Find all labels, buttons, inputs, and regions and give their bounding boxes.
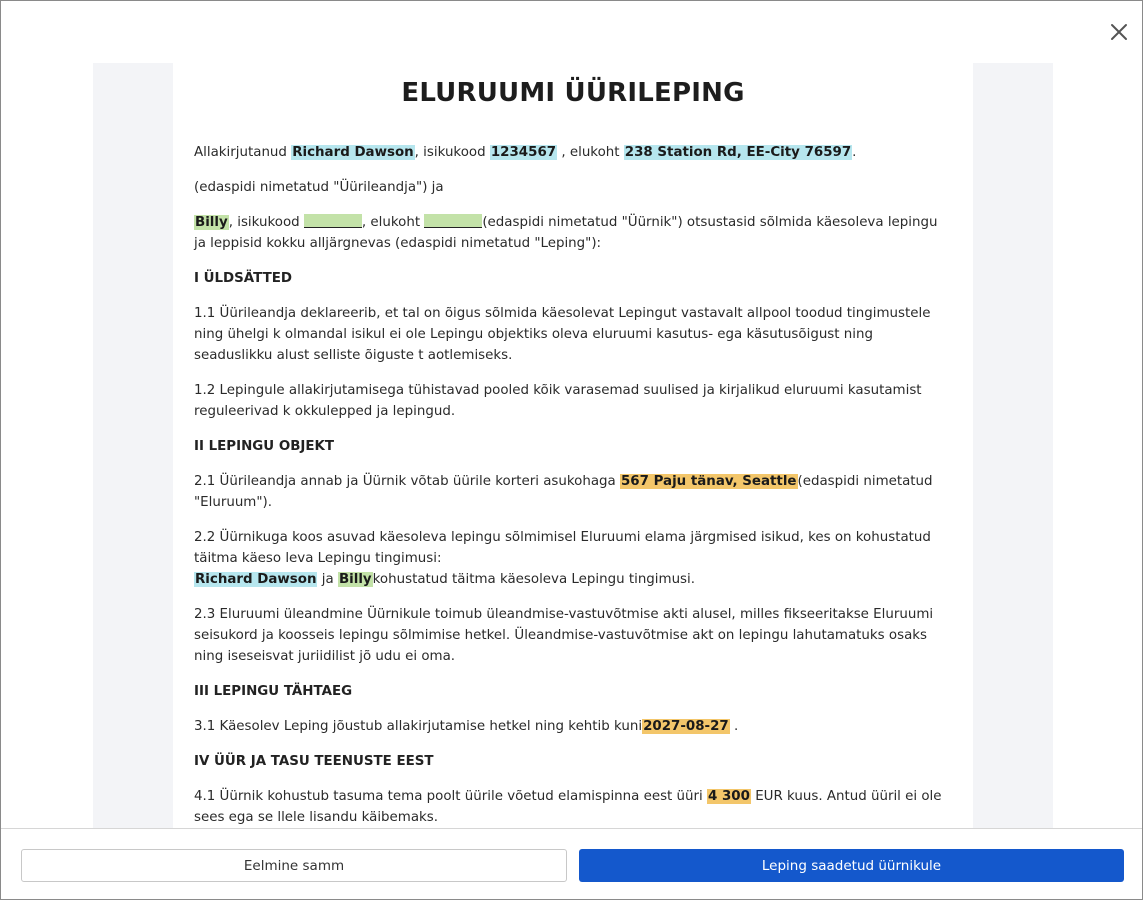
close-icon <box>1108 21 1130 43</box>
tenant-paragraph: Billy, isikukood , elukoht (edaspidi nimetatud "Üürnik") otsustasid sõlmida käesoleva lepingu ja leppisid kokku alljärgnevas (edaspidi nimetatud "Leping"): <box>194 215 938 251</box>
clause-1-2: 1.2 Lepingule allakirjutamisega tühistavad pooled kõik varasemad suulised ja kirjalikud eluruumi kasutamist reguleerivad k okkulepped ja lepingud. <box>194 383 922 419</box>
section-title: IV ÜÜR JA TASU TEENUSTE EEST <box>194 754 434 769</box>
document-viewer[interactable] <box>93 63 1053 828</box>
clause-2-2: 2.2 Üürnikuga koos asuvad käesoleva lepingu sõlmimisel Eluruumi elama järgmised isikud, kes on kohustatud täitma käeso leva Lepingu tingimusi: Richard Dawson ja Billykohustatud täitma käesoleva Lepingu tingimusi. <box>194 530 931 587</box>
document-page <box>173 63 973 828</box>
landlord-id-field: 1234567 <box>490 145 557 160</box>
close-button[interactable] <box>1108 21 1130 43</box>
document-body <box>194 142 952 828</box>
previous-step-button[interactable]: Eelmine samm <box>21 849 567 882</box>
tenant-name-field: Billy <box>195 215 228 230</box>
section-title: II LEPINGU OBJEKT <box>194 439 335 454</box>
intro-paragraph: Allakirjutanud Richard Dawson, isikukood 1234567 , elukoht 238 Station Rd, EE-City 76597. <box>194 145 857 160</box>
clause-2-1: 2.1 Üürileandja annab ja Üürnik võtab üürile korteri asukohaga 567 Paju tänav, Seattle(edaspidi nimetatud "Eluruum"). <box>194 474 933 510</box>
clause-2-3: 2.3 Eluruumi üleandmine Üürnikule toimub üleandmise-vastuvõtmise akti alusel, milles fikseeritakse Eluruumi seisukord ja koosseis lepingu sõlmimise hetkel. Üleandmise-vastuvõtmise akt on lepingu lahutamatuks osaks ning iseseisvat juriidilist jõ udu ei oma. <box>194 607 934 664</box>
dialog-footer <box>1 828 1142 899</box>
contract-sent-button[interactable]: Leping saadetud üürnikule <box>579 849 1124 882</box>
landlord-name-field: Richard Dawson <box>292 145 414 160</box>
tenant-address-blank <box>424 214 482 228</box>
clause-1-1: 1.1 Üürileandja deklareerib, et tal on õigus sõlmida käesolevat Lepingut vastavalt allpool toodud tingimustele ning ühelgi k olmandal isikul ei ole Lepingu objektiks oleva eluruumi kasutus- ega käsutusõigust ning seaduslikku alust selliste õiguste t aotlemiseks. <box>194 306 931 363</box>
section-title: III LEPINGU TÄHTAEG <box>194 684 353 699</box>
occupant-name-field: Richard Dawson <box>195 572 317 587</box>
clause-4-1: 4.1 Üürnik kohustub tasuma tema poolt üürile võetud elamispinna eest üüri 4 300 EUR kuus. Antud üüril ei ole sees ega se llele lisandu käibemaks. <box>194 789 942 825</box>
clause-3-1: 3.1 Käesolev Leping jõustub allakirjutamise hetkel ning kehtib kuni2027-08-27 . <box>194 719 739 734</box>
tenant-id-blank <box>304 214 362 228</box>
end-date-field: 2027-08-27 <box>643 719 729 734</box>
landlord-alias-paragraph: (edaspidi nimetatud "Üürileandja") ja <box>194 180 444 195</box>
rent-amount-field: 4 300 <box>708 789 750 804</box>
section-title: I ÜLDSÄTTED <box>194 271 292 286</box>
document-title: ELURUUMI ÜÜRILEPING <box>401 78 745 108</box>
property-address-field: 567 Paju tänav, Seattle <box>620 474 797 489</box>
occupant-name-field: Billy <box>338 572 372 587</box>
landlord-address-field: 238 Station Rd, EE-City 76597 <box>624 145 852 160</box>
